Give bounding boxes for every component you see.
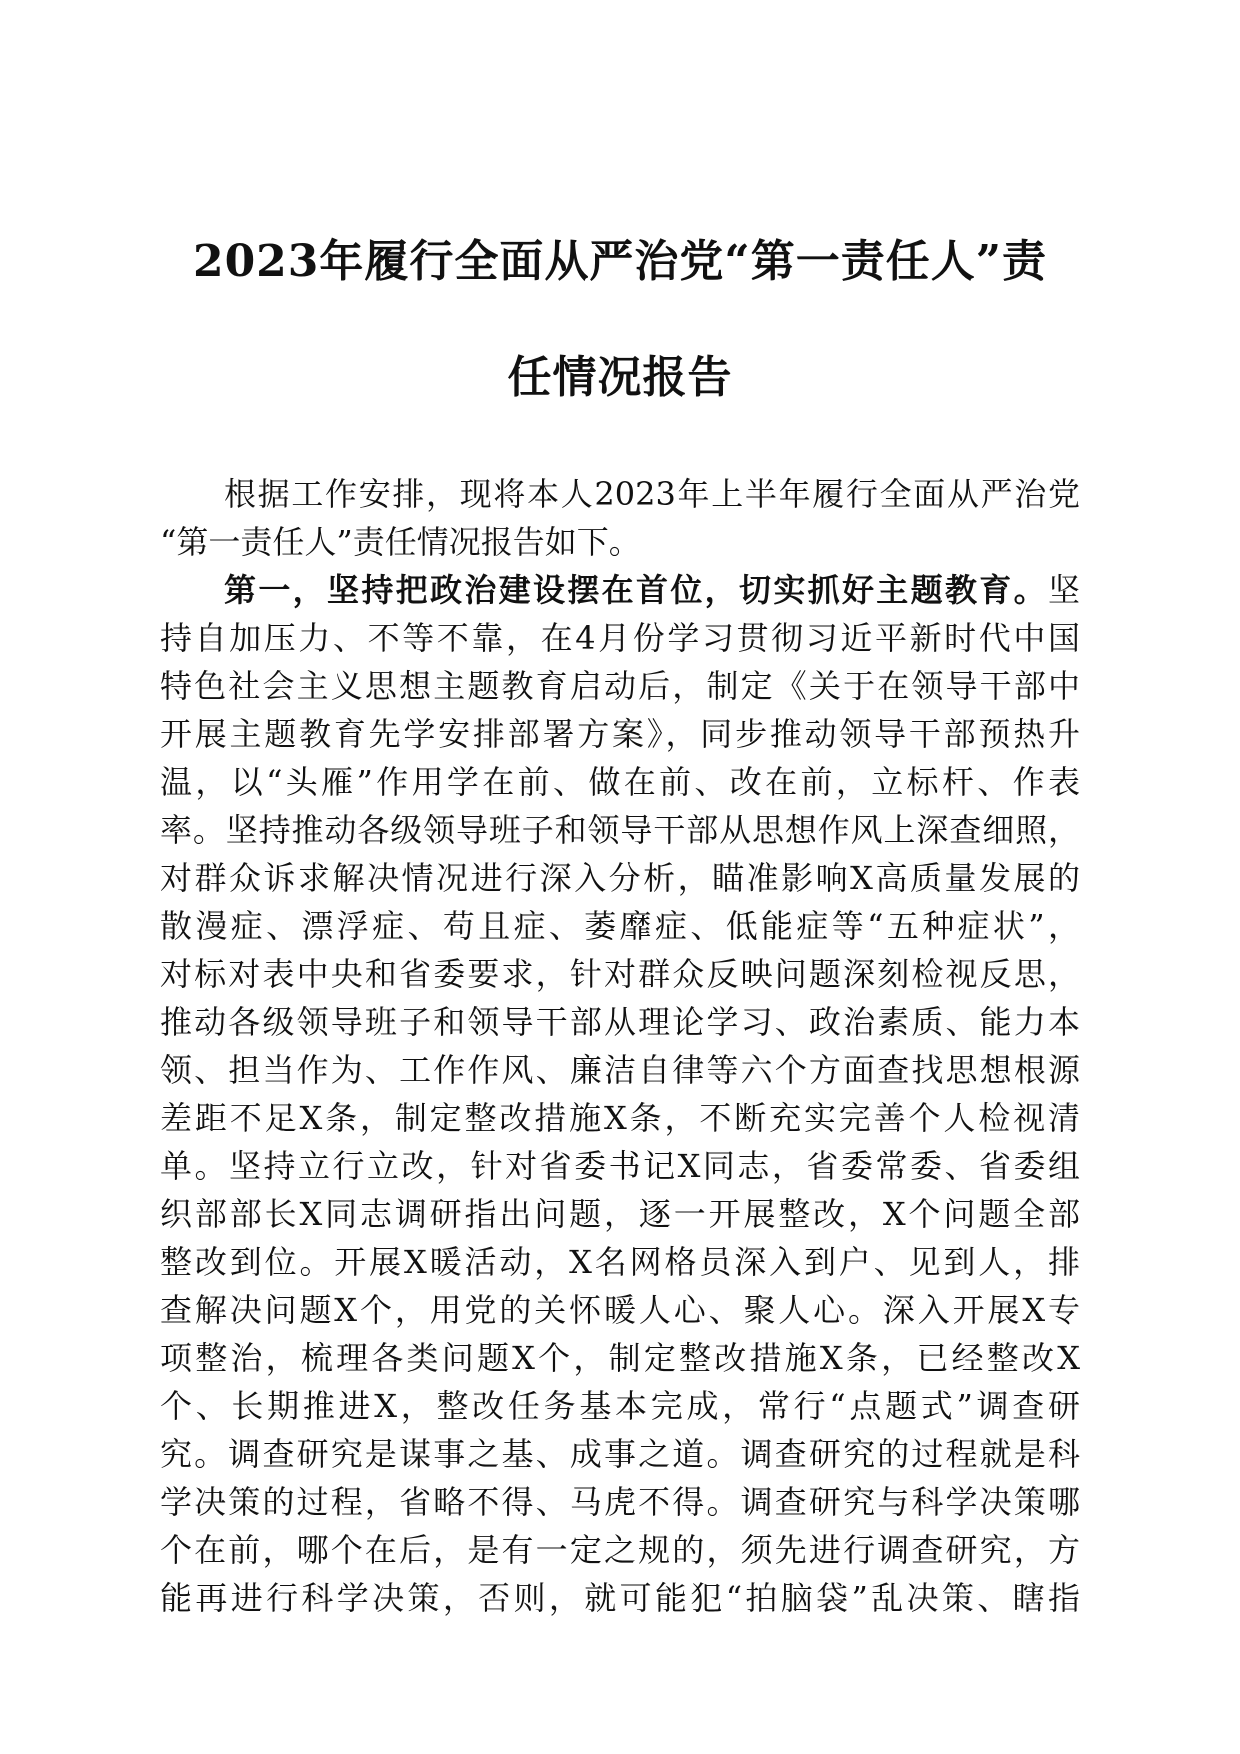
- section-1-line: 单。坚持立行立改，针对省委书记X同志，省委常委、省委组: [160, 1147, 1080, 1185]
- section-1-line: 究。调查研究是谋事之基、成事之道。调查研究的过程就是科: [160, 1435, 1080, 1473]
- section-1-line: 能再进行科学决策，否则，就可能犯“拍脑袋”乱决策、瞎指: [160, 1579, 1080, 1617]
- section-1-first-line: [160, 566, 1080, 614]
- document-title-line-2: 任情况报告: [507, 352, 733, 403]
- section-1-line: 学决策的过程，省略不得、马虎不得。调查研究与科学决策哪: [160, 1483, 1080, 1521]
- section-1-line: 个在前，哪个在后，是有一定之规的，须先进行调查研究，方: [160, 1531, 1080, 1569]
- section-1-line: 织部部长X同志调研指出问题，逐一开展整改，X个问题全部: [160, 1195, 1080, 1233]
- section-1-first-line-rest: 坚: [1047, 571, 1080, 609]
- section-1-line: 开展主题教育先学安排部署方案》，同步推动领导干部预热升: [160, 715, 1080, 753]
- section-1-line: 对标对表中央和省委要求，针对群众反映问题深刻检视反思，: [160, 955, 1080, 993]
- section-1-line: 查解决问题X个，用党的关怀暖人心、聚人心。深入开展X专: [160, 1291, 1080, 1329]
- section-1-line: 温，以“头雁”作用学在前、做在前、改在前，立标杆、作表: [160, 763, 1080, 801]
- section-1-line: 领、担当作为、工作作风、廉洁自律等六个方面查找思想根源: [160, 1051, 1080, 1089]
- section-1-line: 整改到位。开展X暖活动，X名网格员深入到户、见到人，排: [160, 1243, 1080, 1281]
- document-title-line-1: 2023年履行全面从严治党“第一责任人”责: [192, 236, 1048, 287]
- intro-line-1: 根据工作安排，现将本人2023年上半年履行全面从严治党: [224, 475, 1080, 513]
- section-1-line: 特色社会主义思想主题教育启动后，制定《关于在领导干部中: [160, 667, 1080, 705]
- section-1-line: 个、长期推进X，整改任务基本完成，常行“点题式”调查研: [160, 1387, 1080, 1425]
- section-1-heading: 第一，坚持把政治建设摆在首位，切实抓好主题教育。: [224, 571, 1048, 609]
- section-1-line: 差距不足X条，制定整改措施X条，不断充实完善个人检视清: [160, 1099, 1080, 1137]
- section-1-line: 散漫症、漂浮症、苟且症、萎靡症、低能症等“五种症状”，: [160, 907, 1080, 945]
- section-1-line: 推动各级领导班子和领导干部从理论学习、政治素质、能力本: [160, 1003, 1080, 1041]
- section-1-line: 持自加压力、不等不靠，在4月份学习贯彻习近平新时代中国: [160, 619, 1080, 657]
- document-body: [160, 470, 1080, 1622]
- intro-line-2: “第一责任人”责任情况报告如下。: [160, 523, 641, 561]
- section-1-line: 对群众诉求解决情况进行深入分析，瞄准影响X高质量发展的: [160, 859, 1080, 897]
- section-1-line: 项整治，梳理各类问题X个，制定整改措施X条，已经整改X: [160, 1339, 1080, 1377]
- section-1-line: 率。坚持推动各级领导班子和领导干部从思想作风上深查细照，: [160, 811, 1080, 849]
